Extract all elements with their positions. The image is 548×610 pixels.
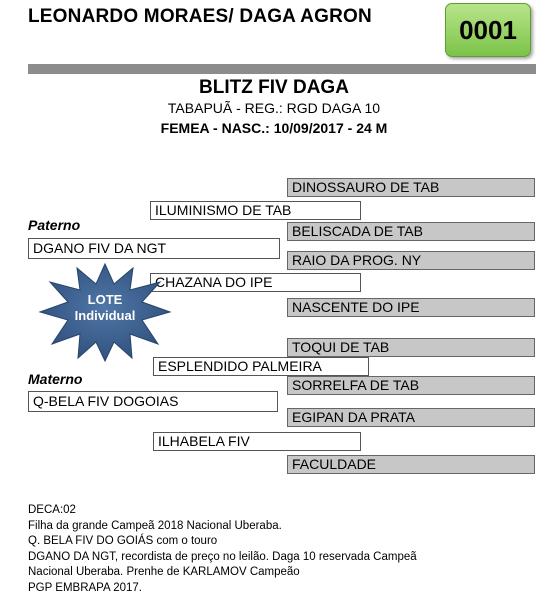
- ggp-box-1: DINOSSAURO DE TAB: [287, 178, 535, 197]
- badge-line-1: LOTE: [87, 292, 123, 307]
- ggp-box-5: TOQUI DE TAB: [287, 338, 535, 357]
- note-line: Q. BELA FIV DO GOIÁS com o touro: [28, 535, 218, 547]
- ggp-box-2: BELISCADA DE TAB: [287, 222, 535, 241]
- lot-number-badge: 0001: [445, 3, 531, 57]
- dam-dam-box: ILHABELA FIV: [153, 432, 361, 451]
- breeder-name: LEONARDO MORAES/ DAGA AGRON: [28, 6, 372, 27]
- note-line: DECA:02: [28, 504, 76, 516]
- dam-box: Q-BELA FIV DOGOIAS: [28, 391, 278, 412]
- animal-birth-info: FEMEA - NASC.: 10/09/2017 - 24 M: [160, 120, 388, 136]
- sire-sire-box: ILUMINISMO DE TAB: [150, 201, 361, 220]
- ggp-box-6: SORRELFA DE TAB: [287, 376, 535, 395]
- ggp-box-8: FACULDADE: [287, 455, 535, 474]
- ggp-box-4: NASCENTE DO IPE: [287, 298, 535, 317]
- note-line: PGP EMBRAPA 2017.: [28, 581, 142, 594]
- badge-line-2: Individual: [74, 308, 136, 323]
- animal-name: BLITZ FIV DAGA: [199, 77, 349, 98]
- note-line: DGANO DA NGT, recordista de preço no leilão. Daga 10 reservada Campeã: [28, 550, 417, 563]
- paterno-label: Paterno: [28, 217, 81, 233]
- header-divider: [28, 64, 536, 74]
- notes-block: [28, 503, 417, 596]
- sire-box: DGANO FIV DA NGT: [28, 238, 280, 259]
- materno-label: Materno: [28, 371, 83, 387]
- sire-dam-box: CHAZANA DO IPE: [150, 273, 361, 292]
- ggp-box-7: EGIPAN DA PRATA: [287, 408, 535, 427]
- lote-individual-text: [38, 292, 172, 324]
- animal-registry: TABAPUÃ - REG.: RGD DAGA 10: [167, 100, 381, 116]
- dam-sire-box: ESPLENDIDO PALMEIRA: [153, 357, 369, 376]
- note-line: Nacional Uberaba. Prenhe de KARLAMOV Campeão: [28, 566, 300, 578]
- ggp-box-3: RAIO DA PROG. NY: [287, 251, 535, 270]
- note-line: Filha da grande Campeã 2018 Nacional Uberaba.: [28, 519, 282, 532]
